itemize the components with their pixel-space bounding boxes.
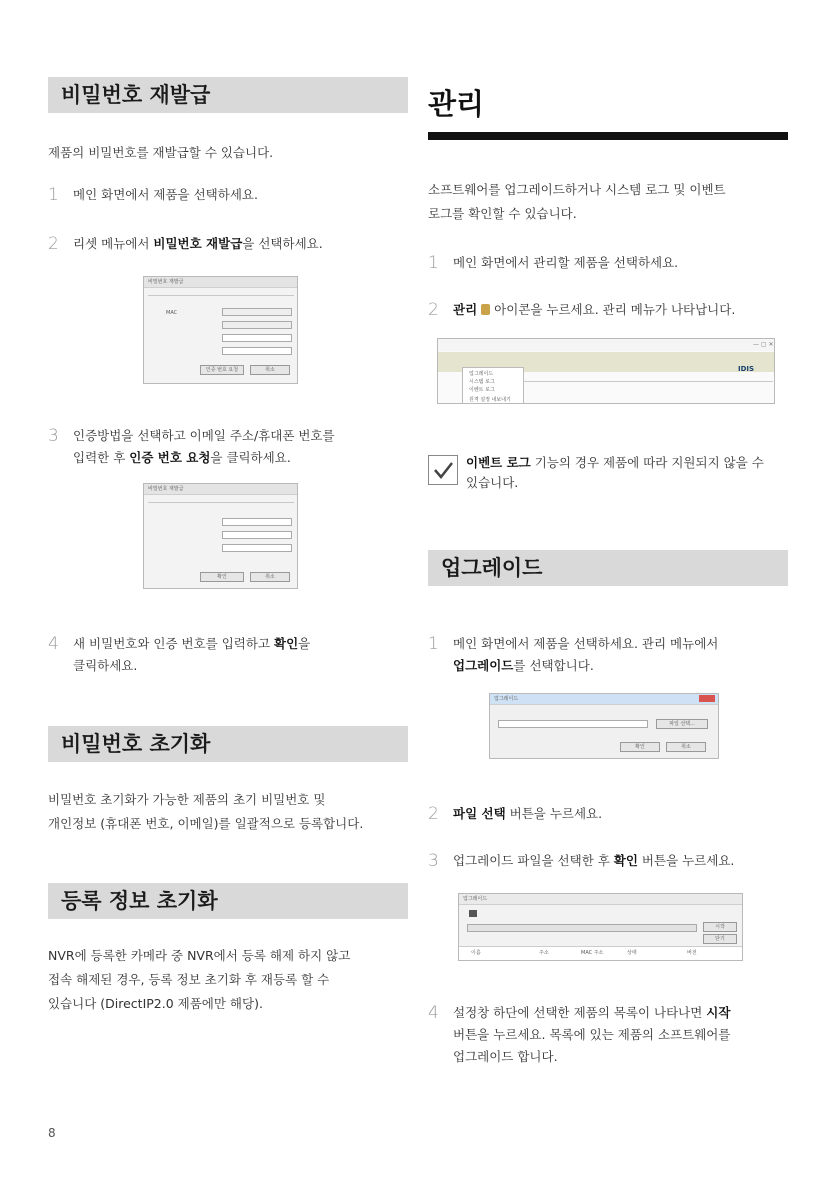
upgrade-list-screenshot: 업그레이드 시작 닫기 이름 주소 MAC 주소 상태 버전: [458, 893, 743, 961]
ok-button: 확인: [620, 742, 660, 752]
step-text: 리셋 메뉴에서 비밀번호 재발급을 선택하세요.: [73, 236, 323, 251]
management-menu-screenshot: — ▢ ✕ IDIS 업그레이드 시스템 로그 이벤트 로그 원격 설정 내보내기: [437, 338, 775, 404]
step-text: 메인 화면에서 제품을 선택하세요.: [73, 187, 258, 202]
event-log-note: 이벤트 로그 기능의 경우 제품에 따라 지원되지 않을 수 있습니다.: [466, 455, 764, 490]
step-number: 3: [48, 426, 59, 446]
cancel-button: 취소: [666, 742, 706, 752]
section-heading-upgrade: 업그레이드: [428, 550, 788, 586]
step-number: 2: [428, 804, 439, 824]
step-text: 파일 선택 버튼을 누르세요.: [453, 806, 603, 821]
registration-reset-description: NVR에 등록한 카메라 중 NVR에서 등록 해제 하지 않고 접속 해제된 경우, 등록 정보 초기화 후 재등록 할 수 있습니다 (DirectIP2.0 제품에만 해당).: [48, 948, 351, 1011]
step-number: 1: [48, 185, 59, 205]
wrench-icon: [481, 304, 490, 315]
section-heading-password-reset: 비밀번호 초기화: [48, 726, 408, 762]
step-text: 메인 화면에서 제품을 선택하세요. 관리 메뉴에서 업그레이드를 선택합니다.: [453, 636, 719, 673]
note-check-icon: [428, 455, 458, 485]
title-underline: [428, 132, 788, 140]
upgrade-step-1: [428, 633, 788, 677]
section-heading-password-reissue: 비밀번호 재발급: [48, 77, 408, 113]
reissue-step-4: [48, 633, 408, 677]
step-number: 4: [48, 634, 59, 654]
request-code-button: 인증 번호 요청: [200, 365, 244, 375]
step-number: 3: [428, 851, 439, 871]
management-intro: 소프트웨어를 업그레이드하거나 시스템 로그 및 이벤트 로그를 확인할 수 있습니다.: [428, 182, 726, 221]
step-text: 관리 아이콘을 누르세요. 관리 메뉴가 나타납니다.: [453, 302, 736, 317]
ok-button: 확인: [200, 572, 244, 582]
step-text: 새 비밀번호와 인증 번호를 입력하고 확인을 클릭하세요.: [73, 636, 311, 673]
select-file-button: 파일 선택...: [656, 719, 708, 729]
password-reissue-dialog-screenshot: 비밀번호 재발급 MAC 인증 번호 요청 취소: [143, 276, 298, 384]
upgrade-step-2: [428, 803, 788, 827]
dialog-titlebar: 비밀번호 재발급: [144, 277, 297, 288]
step-text: 메인 화면에서 관리할 제품을 선택하세요.: [453, 255, 679, 270]
page-number: 8: [48, 1126, 56, 1140]
password-confirm-dialog-screenshot: [143, 483, 298, 589]
page-title: 관리: [428, 87, 485, 121]
reissue-intro: 제품의 비밀번호를 재발급할 수 있습니다.: [48, 145, 274, 160]
dialog-titlebar: 업그레이드: [459, 894, 742, 905]
reset-description: 비밀번호 초기화가 가능한 제품의 초기 비밀번호 및 개인정보 (휴대폰 번호, 이메일)를 일괄적으로 등록합니다.: [48, 792, 364, 831]
step-number: 1: [428, 253, 439, 273]
step-text: 업그레이드 파일을 선택한 후 확인 버튼을 누르세요.: [453, 853, 735, 868]
step-number: 2: [428, 300, 439, 320]
dialog-titlebar: 비밀번호 재발급: [144, 484, 297, 495]
step-number: 1: [428, 634, 439, 654]
upgrade-dialog-screenshot: [489, 693, 719, 759]
close-button: 닫기: [703, 934, 737, 944]
brand-logo: IDIS: [738, 365, 755, 373]
management-step-2: [428, 299, 788, 323]
dropdown-menu: 업그레이드 시스템 로그 이벤트 로그 원격 설정 내보내기: [462, 367, 524, 404]
section-heading-registration-reset: 등록 정보 초기화: [48, 883, 408, 919]
device-icon: [469, 910, 477, 917]
cancel-button: 취소: [250, 365, 290, 375]
start-button: 시작: [703, 922, 737, 932]
cancel-button: 취소: [250, 572, 290, 582]
reissue-step-2: [48, 233, 408, 257]
management-step-1: [428, 252, 788, 276]
upgrade-step-4: [428, 1002, 788, 1068]
step-text: 인증방법을 선택하고 이메일 주소/휴대폰 번호를 입력한 후 인증 번호 요청을 클릭하세요.: [73, 428, 335, 465]
step-number: 2: [48, 234, 59, 254]
step-text: 설정창 하단에 선택한 제품의 목록이 나타나면 시작 버튼을 누르세요. 목록에 있는 제품의 소프트웨어를 업그레이드 합니다.: [453, 1005, 731, 1064]
step-number: 4: [428, 1003, 439, 1023]
reissue-step-1: [48, 184, 408, 208]
dialog-titlebar: 업그레이드: [490, 694, 718, 705]
upgrade-step-3: [428, 850, 788, 874]
reissue-step-3: [48, 425, 408, 469]
